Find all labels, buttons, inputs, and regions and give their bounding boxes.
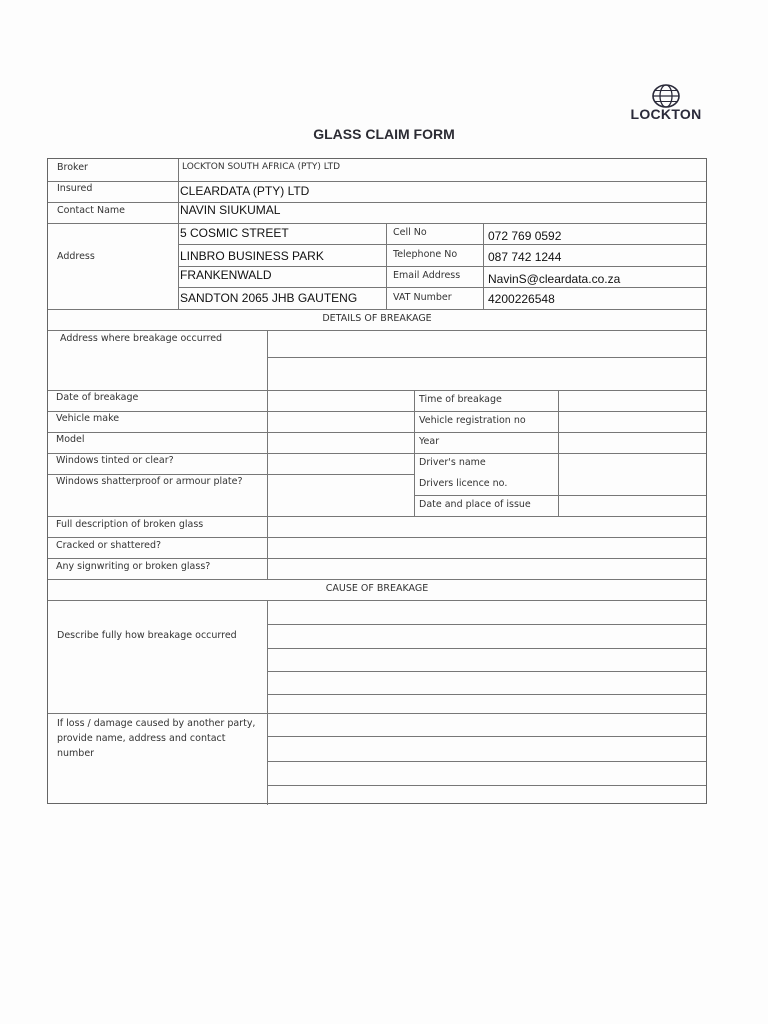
address-line-2: LINBRO BUSINESS PARK — [180, 249, 324, 263]
telephone-no-value: 087 742 1244 — [488, 250, 562, 264]
breakage-address-label: Address where breakage occurred — [60, 333, 223, 344]
windows-tinted-label: Windows tinted or clear? — [56, 455, 174, 466]
signwriting-label: Any signwriting or broken glass? — [56, 561, 211, 572]
drivers-licence-label: Drivers licence no. — [419, 478, 508, 489]
address-line-1: 5 COSMIC STREET — [180, 226, 289, 240]
time-of-breakage-label: Time of breakage — [419, 394, 502, 405]
address-label: Address — [57, 251, 95, 262]
globe-icon — [651, 84, 681, 108]
form-title: GLASS CLAIM FORM — [313, 126, 455, 142]
drivers-name-label: Driver's name — [419, 457, 486, 468]
email-address-value: NavinS@cleardata.co.za — [488, 272, 621, 286]
lockton-logo — [620, 84, 712, 126]
cracked-or-shattered-label: Cracked or shattered? — [56, 540, 162, 551]
telephone-no-label: Telephone No — [393, 249, 458, 260]
model-label: Model — [56, 434, 85, 445]
cause-of-breakage-header: CAUSE OF BREAKAGE — [325, 583, 429, 594]
describe-breakage-label: Describe fully how breakage occurred — [57, 630, 237, 641]
insured-label: Insured — [57, 183, 93, 194]
contact-name-value: NAVIN SIUKUMAL — [180, 203, 281, 217]
cell-no-label: Cell No — [393, 227, 427, 238]
windows-shatterproof-label: Windows shatterproof or armour plate? — [56, 476, 243, 487]
insured-value: CLEARDATA (PTY) LTD — [180, 184, 310, 198]
claim-form-table — [47, 158, 707, 804]
email-address-label: Email Address — [393, 270, 461, 281]
full-description-label: Full description of broken glass — [56, 519, 204, 530]
vat-number-label: VAT Number — [393, 292, 452, 303]
vehicle-make-label: Vehicle make — [56, 413, 120, 424]
year-label: Year — [419, 436, 440, 447]
address-line-4: SANDTON 2065 JHB GAUTENG — [180, 291, 358, 305]
vat-number-value: 4200226548 — [488, 292, 555, 306]
broker-label: Broker — [57, 162, 88, 173]
broker-value: LOCKTON SOUTH AFRICA (PTY) LTD — [182, 162, 341, 172]
date-of-breakage-label: Date of breakage — [56, 392, 139, 403]
vehicle-registration-label: Vehicle registration no — [419, 415, 526, 426]
details-of-breakage-header: DETAILS OF BREAKAGE — [322, 313, 432, 324]
address-line-3: FRANKENWALD — [180, 268, 272, 282]
cell-no-value: 072 769 0592 — [488, 229, 562, 243]
logo-text: LOCKTON — [630, 106, 702, 122]
date-place-of-issue-label: Date and place of issue — [419, 499, 531, 510]
other-party-label: If loss / damage caused by another party, provide name, address and contact number — [57, 718, 256, 759]
contact-name-label: Contact Name — [57, 205, 126, 216]
